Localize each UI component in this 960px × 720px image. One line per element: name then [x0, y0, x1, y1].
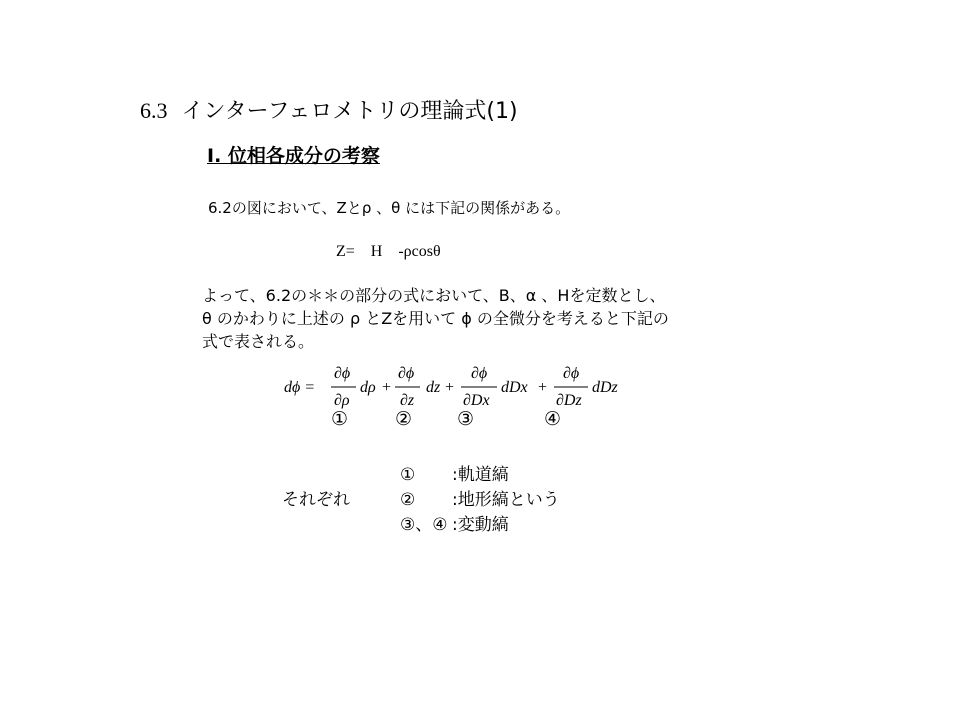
- differential-term: dρ: [360, 379, 376, 396]
- fraction-numerator: ∂ϕ: [471, 365, 488, 382]
- total-differential-formula: [282, 360, 632, 410]
- fraction-numerator: ∂ϕ: [398, 365, 415, 382]
- legend-prefix: それぞれ: [282, 490, 350, 510]
- differential-term: dDx: [501, 379, 528, 396]
- legend-text: :地形縞という: [452, 490, 560, 510]
- explanation-paragraph: [202, 284, 762, 353]
- fraction-denominator: ∂ρ: [334, 392, 350, 409]
- intro-text: 6.2の図において、Zとρ 、θ には下記の関係がある。: [208, 199, 571, 217]
- slide-title: [140, 94, 518, 125]
- section-number: 6.3: [140, 98, 168, 123]
- term-label: ④: [544, 408, 562, 430]
- fraction-denominator: ∂Dz: [556, 392, 582, 409]
- term-label: ②: [395, 408, 413, 430]
- paragraph-line: よって、6.2の＊＊の部分の式において、B、α 、Hを定数とし、: [202, 286, 666, 305]
- paragraph-line: 式で表される。: [202, 332, 315, 351]
- fraction-numerator: ∂ϕ: [563, 365, 580, 382]
- differential-term: dDz: [592, 379, 618, 396]
- title-text: インターフェロメトリの理論式(1): [181, 99, 518, 124]
- legend-item: [400, 460, 509, 485]
- term-label: ①: [331, 408, 349, 430]
- differential-term: dz: [426, 379, 441, 396]
- legend-mark: ③、④: [400, 515, 448, 535]
- paragraph-line: θ のかわりに上述の ρ とZを用いて ϕ の全微分を考えると下記の: [202, 309, 669, 328]
- legend-text: :変動縞: [452, 515, 509, 535]
- plus-operator: +: [445, 379, 455, 396]
- fraction-denominator: ∂z: [400, 392, 415, 409]
- fraction-numerator: ∂ϕ: [334, 365, 351, 382]
- legend-mark: ②: [400, 490, 416, 510]
- legend-item: [400, 485, 560, 510]
- plus-operator: +: [382, 379, 392, 396]
- relation-equation: Z= H -ρcosθ: [336, 243, 441, 260]
- formula-lhs: dϕ =: [284, 379, 316, 396]
- term-label: ③: [457, 408, 475, 430]
- fraction-denominator: ∂Dx: [463, 392, 490, 409]
- plus-operator: +: [538, 379, 548, 396]
- legend-item: [400, 510, 509, 535]
- legend-mark: ①: [400, 465, 416, 485]
- section-heading: Ⅰ. 位相各成分の考察: [207, 145, 380, 167]
- legend-text: :軌道縞: [452, 465, 509, 485]
